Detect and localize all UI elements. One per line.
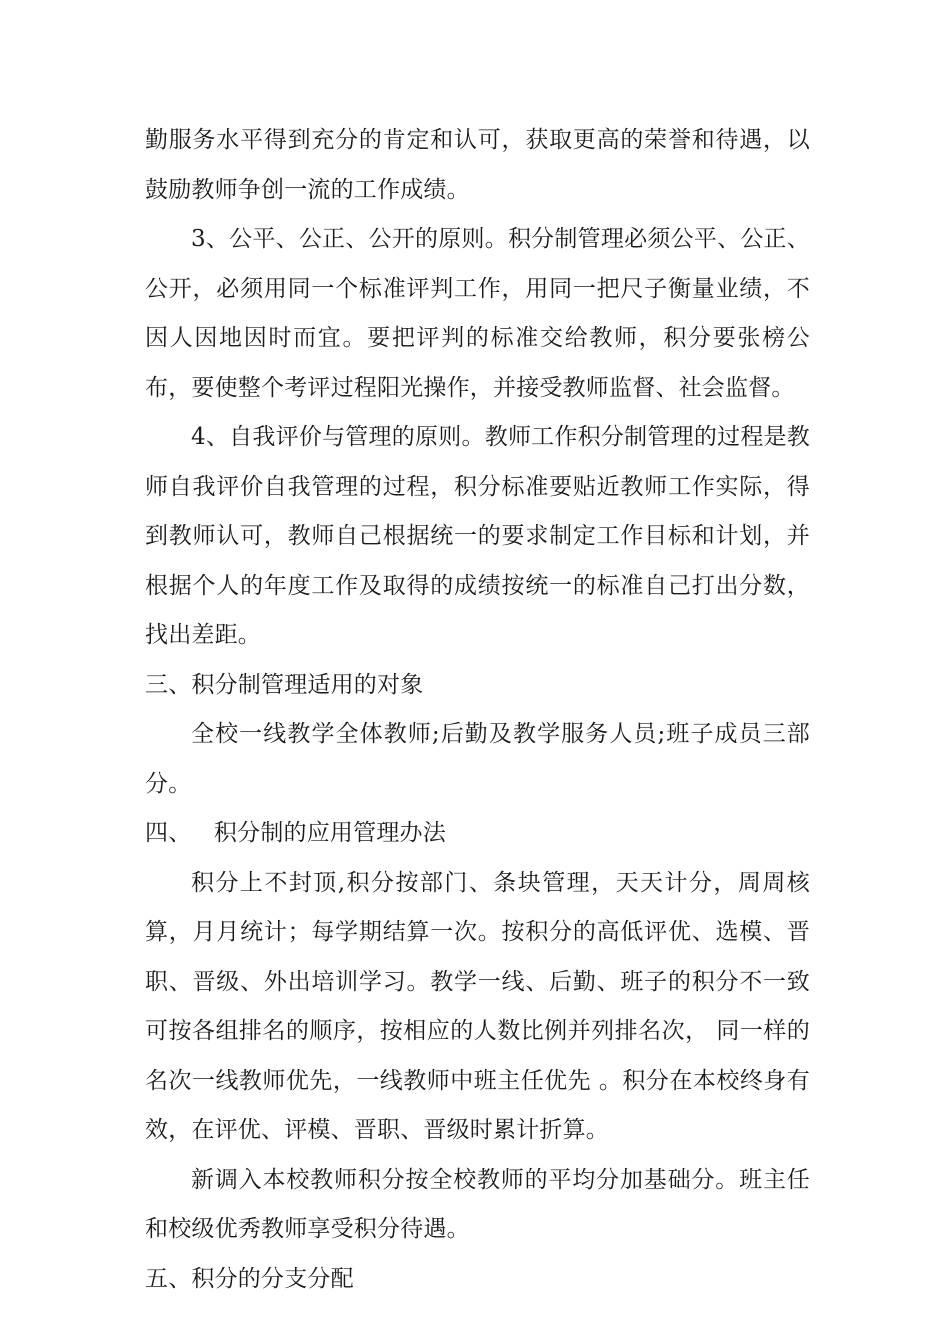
section-heading-4: 四、 积分制的应用管理办法 [145,820,446,846]
paragraph-management-method: 积分上不封顶,积分按部门、条块管理，天天计分，周周核算，月月统计；每学期结算一次。按积分的高低评优、选模、晋职、晋级、外出培训学习。教学一线、后勤、班子的积分不一致可按各组排名的顺序，按相应的人数比例并列排名次， 同一样的名次一线教师优先，一线教师中班主任优先 。积分在本校终身有效，在评优、评模、晋职、晋级时累计折算。 [145,869,810,1143]
document-body [145,116,810,1304]
section-heading-3: 三、积分制管理适用的对象 [145,671,424,698]
paragraph-new-teachers: 新调入本校教师积分按全校教师的平均分加基础分。班主任和校级优秀教师享受积分待遇。 [145,1166,810,1242]
paragraph-principle-4: 4、自我评价与管理的原则。教师工作积分制管理的过程是教师自我评价自我管理的过程，积分标准要贴近教师工作实际，得到教师认可，教师自己根据统一的要求制定工作目标和计划，并根据个人的年度工作及取得的成绩按统一的标准自己打出分数，找出差距。 [145,424,810,648]
paragraph-continuation: 勤服务水平得到充分的肯定和认可，获取更高的荣誉和待遇，以鼓励教师争创一流的工作成绩。 [145,127,810,203]
paragraph-principle-3: 3、公平、公正、公开的原则。积分制管理必须公平、公正、公开，必须用同一个标准评判工作，用同一把尺子衡量业绩，不因人因地因时而宜。要把评判的标准交给教师，积分要张榜公布，要使整个考评过程阳光操作，并接受教师监督、社会监督。 [145,226,810,401]
section-heading-5: 五、积分的分支分配 [145,1265,354,1292]
paragraph-applicable-objects: 全校一线教学全体教师;后勤及教学服务人员;班子成员三部分。 [145,721,810,797]
